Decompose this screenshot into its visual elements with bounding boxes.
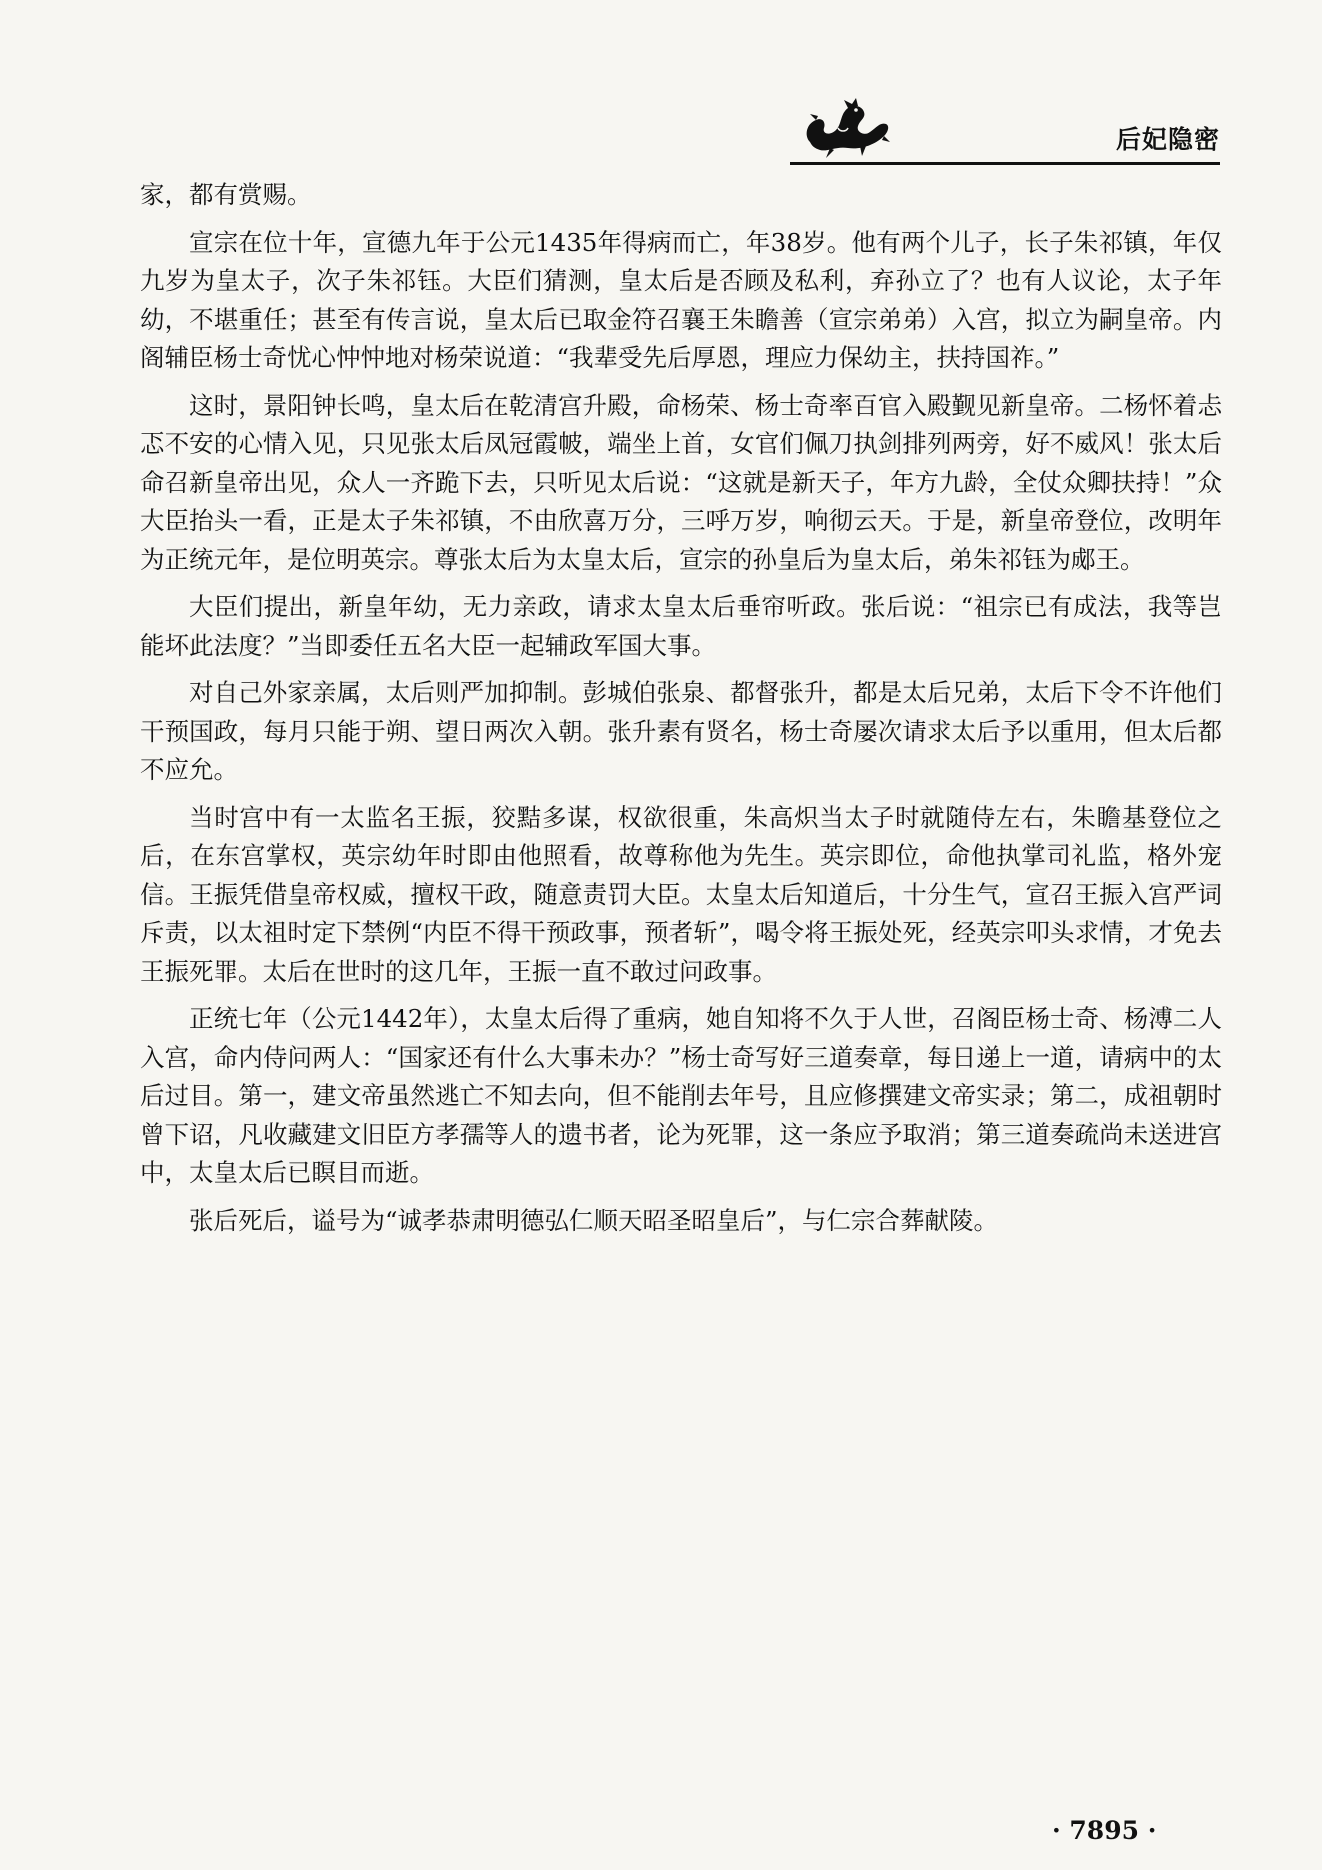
running-title: 后妃隐密: [1115, 125, 1220, 154]
paragraph: 宣宗在位十年，宣德九年于公元1435年得病而亡，年38岁。他有两个儿子，长子朱祁镇，年仅九岁为皇太子，次子朱祁钰。大臣们猜测，皇太后是否顾及私利，弃孙立了？也有人议论，太子年幼，不堪重任；甚至有传言说，皇太后已取金符召襄王朱瞻善（宣宗弟弟）入宫，拟立为嗣皇帝。内阁辅臣杨士奇忧心忡忡地对杨荣说道：“我辈受先后厚恩，理应力保幼主，扶持国祚。”: [140, 227, 1222, 372]
paragraph: 张后死后，谥号为“诚孝恭肃明德弘仁顺天昭圣昭皇后”，与仁宗合葬献陵。: [189, 1205, 999, 1235]
body-text: [140, 176, 1222, 1249]
paragraph: 当时宫中有一太监名王振，狡黠多谋，权欲很重，朱高炽当太子时就随侍左右，朱瞻基登位之后，在东宫掌权，英宗幼年时即由他照看，故尊称他为先生。英宗即位，命他执掌司礼监，格外宠信。王振凭借皇帝权威，擅权干政，随意责罚大臣。太皇太后知道后，十分生气，宣召王振入宫严词斥责，以太祖时定下禁例“内臣不得干预政事，预者斩”，喝令将王振处死，经英宗叩头求情，才免去王振死罪。太后在世时的这几年，王振一直不敢过问政事。: [140, 802, 1222, 986]
paragraph: 大臣们提出，新皇年幼，无力亲政，请求太皇太后垂帘听政。张后说：“祖宗已有成法，我等岂能坏此法度？”当即委任五名大臣一起辅政军国大事。: [140, 592, 1222, 660]
page-number: · 7895 ·: [1052, 1816, 1157, 1845]
paragraph: 这时，景阳钟长鸣，皇太后在乾清宫升殿，命杨荣、杨士奇率百官入殿觐见新皇帝。二杨怀着忐忑不安的心情入见，只见张太后凤冠霞帔，端坐上首，女官们佩刀执剑排列两旁，好不威风！张太后命召新皇帝出见，众人一齐跪下去，只听见太后说：“这就是新天子，年方九龄，全仗众卿扶持！”众大臣抬头一看，正是太子朱祁镇，不由欣喜万分，三呼万岁，响彻云天。于是，新皇帝登位，改明年为正统元年，是位明英宗。尊张太后为太皇太后，宣宗的孙皇后为皇太后，弟朱祁钰为郕王。: [140, 390, 1222, 574]
page-header: [780, 96, 1220, 156]
paragraph: 家，都有赏赐。: [140, 180, 312, 209]
dragon-emblem: [800, 96, 892, 160]
paragraph: 正统七年（公元1442年），太皇太后得了重病，她自知将不久于人世，召阁臣杨士奇、杨溥二人入宫，命内侍问两人：“国家还有什么大事未办？”杨士奇写好三道奏章，每日递上一道，请病中的太后过目。第一，建文帝虽然逃亡不知去向，但不能削去年号，且应修撰建文帝实录；第二，成祖朝时曾下诏，凡收藏建文旧臣方孝孺等人的遗书者，论为死罪，这一条应予取消；第三道奏疏尚未送进宫中，太皇太后已瞑目而逝。: [140, 1004, 1222, 1187]
paragraph: 对自己外家亲属，太后则严加抑制。彭城伯张泉、都督张升，都是太后兄弟，太后下令不许他们干预国政，每月只能于朔、望日两次入朝。张升素有贤名，杨士奇屡次请求太后予以重用，但太后都不应允。: [140, 678, 1222, 784]
header-rule: [790, 162, 1220, 165]
